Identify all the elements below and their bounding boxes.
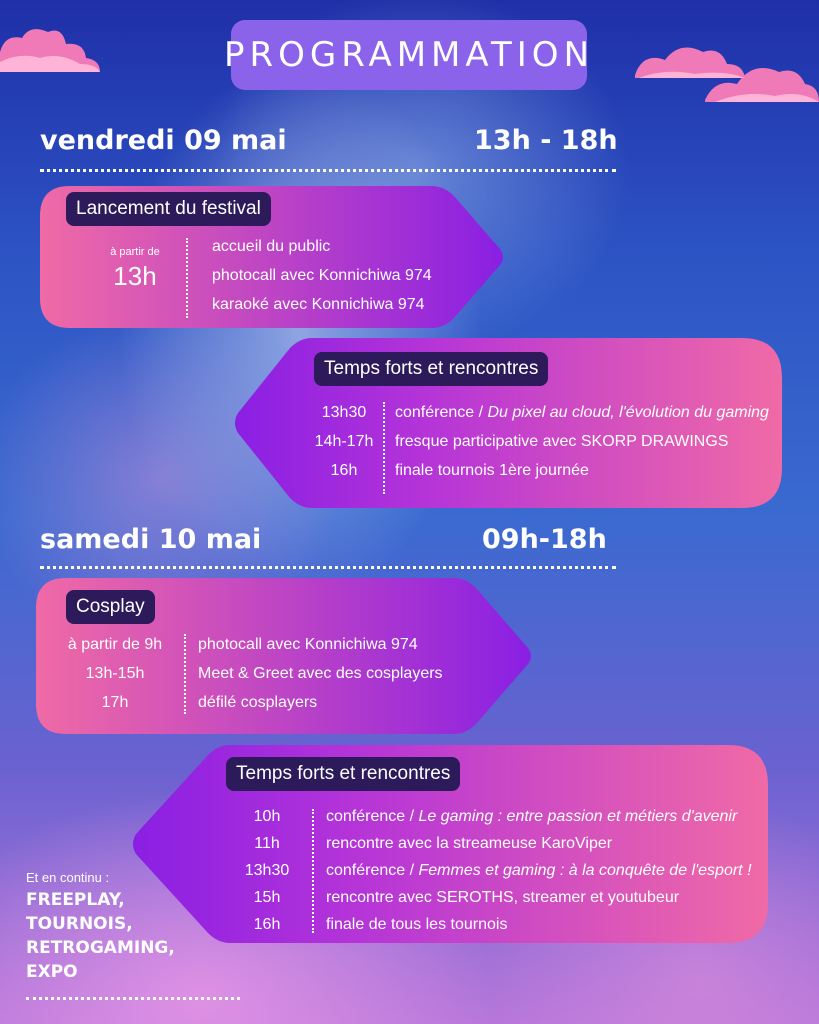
- sat-highlights-times: [234, 803, 300, 938]
- activity-item: finale tournois 1ère journée: [395, 462, 589, 479]
- launch-activities: [212, 232, 432, 319]
- cloud-right-icon: [625, 30, 819, 110]
- time-item: 15h: [253, 889, 281, 906]
- day-hours-friday: 13h - 18h: [474, 125, 618, 156]
- cosplay-times: [58, 630, 172, 717]
- banner-friday-launch: [40, 186, 506, 328]
- time-item: 13h30: [244, 862, 290, 879]
- activity-item: photocall avec Konnichiwa 974: [198, 636, 418, 653]
- time-item: 10h: [253, 808, 281, 825]
- launch-time-value: 13h: [113, 261, 157, 291]
- banner-tag-launch: Lancement du festival: [66, 192, 271, 226]
- launch-time: [98, 246, 172, 293]
- activity-item: accueil du public: [212, 238, 331, 255]
- time-item: 16h: [253, 916, 281, 933]
- continuous-item: TOURNOIS,: [26, 914, 133, 934]
- activity-item: fresque participative avec SKORP DRAWINGS: [395, 433, 729, 450]
- continuous-item: RETROGAMING,: [26, 938, 175, 958]
- cloud-left-icon: [0, 22, 110, 82]
- banner-tag-cosplay: Cosplay: [66, 590, 155, 624]
- divider-bottom: [26, 997, 240, 1000]
- activity-item: Meet & Greet avec des cosplayers: [198, 665, 443, 682]
- page-title: PROGRAMMATION: [231, 20, 587, 90]
- divider-saturday: [40, 566, 616, 569]
- activity-item: défilé cosplayers: [198, 694, 318, 711]
- launch-time-prefix: à partir de: [110, 246, 160, 258]
- activity-item: rencontre avec SEROTHS, streamer et youtubeur: [326, 889, 680, 906]
- activity-item: rencontre avec la streameuse KaroViper: [326, 835, 613, 852]
- activity-item: conférence / Le gaming : entre passion et métiers d'avenir: [326, 808, 738, 825]
- separator: [184, 634, 186, 714]
- banner-saturday-highlights: [130, 745, 768, 943]
- activity-item: photocall avec Konnichiwa 974: [212, 267, 432, 284]
- banner-friday-highlights: [232, 338, 782, 508]
- divider-friday: [40, 169, 616, 172]
- time-item: 16h: [330, 462, 358, 479]
- activity-item: finale de tous les tournois: [326, 916, 508, 933]
- separator: [186, 238, 188, 318]
- day-label-saturday: samedi 10 mai: [40, 524, 262, 555]
- fri-highlights-times: [304, 398, 384, 485]
- fri-highlights-activities: [395, 398, 769, 485]
- day-hours-saturday: 09h-18h: [482, 524, 607, 555]
- separator: [383, 402, 385, 494]
- activity-item: karaoké avec Konnichiwa 974: [212, 296, 425, 313]
- time-item: à partir de 9h: [67, 636, 163, 653]
- banner-tag-fri-highlights: Temps forts et rencontres: [314, 352, 548, 386]
- time-item: 13h30: [321, 404, 367, 421]
- banner-tag-sat-highlights: Temps forts et rencontres: [226, 757, 460, 791]
- banner-saturday-cosplay: [36, 578, 534, 734]
- continuous-label: Et en continu :: [26, 870, 110, 885]
- separator: [312, 809, 314, 933]
- time-item: 11h: [254, 835, 280, 852]
- continuous-item: EXPO: [26, 962, 78, 982]
- time-item: 14h-17h: [314, 433, 374, 450]
- continuous-item: FREEPLAY,: [26, 890, 125, 910]
- time-item: 13h-15h: [85, 665, 145, 682]
- sat-highlights-activities: [326, 803, 752, 938]
- continuous-list: [26, 888, 175, 984]
- activity-item: conférence / Du pixel au cloud, l'évolution du gaming: [395, 404, 769, 421]
- day-label-friday: vendredi 09 mai: [40, 125, 287, 156]
- time-item: 17h: [101, 694, 129, 711]
- cosplay-activities: [198, 630, 443, 717]
- activity-item: conférence / Femmes et gaming : à la conquête de l'esport !: [326, 862, 752, 879]
